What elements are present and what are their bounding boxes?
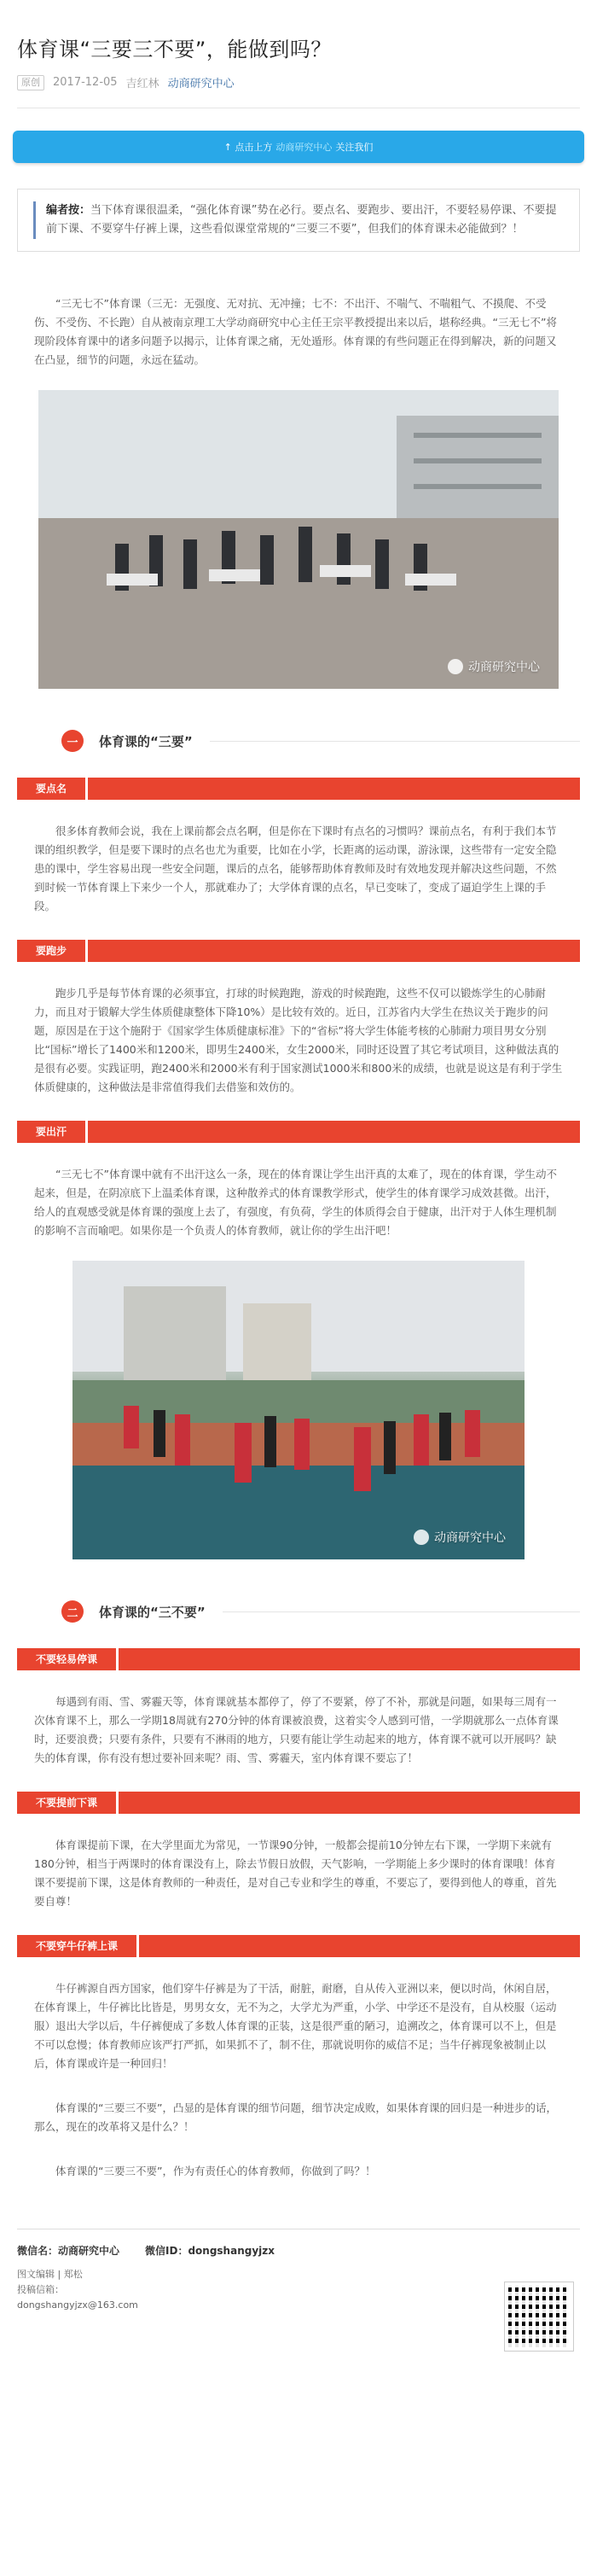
subheading-roll-call (17, 778, 580, 800)
closing-paragraph-1: 体育课的“三要三不要”，凸显的是体育课的细节问题，细节决定成败，如果体育课的回归是一种进步的话，那么，现在的改革将又是什么？！ (34, 2101, 557, 2133)
paragraph-running: 跑步几乎是每节体育课的必须事宜，打球的时候跑跑，游戏的时候跑跑，这些不仅可以锻炼学生的心肺耐力，而且对于锻解大学生体质健康整体下降10%）是比较有效的。近日，江苏省内大学生在热议关于跑步的问题，原因是在于这个施附于《国家学生体质健康标准》下的“省标”将大学生体能考核的心肺耐力项目男女分别比“国标”增长了1400米和1200米，即男生2400米，女生2000米，同时还设置了其它考试项目，这种做法真的是很有必要。实践证明，跑2400米和2000米有利于国家测试1000米和800米的成绩，也就是说这是有利于学生体质健康的，这种做法是非常值得我们去借鉴和效仿的。 (34, 987, 563, 1093)
photo-students-crawling (38, 390, 559, 689)
editor-note-bar (33, 201, 36, 239)
subheading-running (17, 940, 580, 962)
editor-note-label: 编者按： (46, 204, 91, 217)
section-2-rule (223, 1611, 580, 1612)
editor-note (17, 189, 580, 252)
subheading-no-jeans-label: 不要穿牛仔裤上课 (17, 1935, 139, 1957)
closing-paragraph-2: 体育课的“三要三不要”，作为有责任心的体育教师，你做到了吗？！ (55, 2165, 376, 2177)
subheading-no-cancel-label: 不要轻易停课 (17, 1648, 119, 1670)
subheading-no-early-dismissal (17, 1792, 580, 1814)
photo-scene-1 (38, 390, 559, 689)
paragraph-no-jeans: 牛仔裤源自西方国家，他们穿牛仔裤是为了干活，耐脏，耐磨，自从传入亚洲以来，便以时尚，休闲自居，在体育课上，牛仔裤比比皆是，男男女女，无不为之，大学尤为严重，小学、中学还不是没有，自从校服（运动服）退出大学以后，牛仔裤便成了多数人体育课的正装，这是很严重的陋习，追溯改之，体育课可以不上，但是不可以怠慢；体育教师应该严打严抓，如果抓不了，制不住，那就说明你的威信不足；当牛仔裤现象被制止以后，体育课或许是一种回归！ (34, 1982, 557, 2070)
footer-email[interactable]: dongshangyjzx@163.com (17, 2299, 138, 2311)
subheading-sweat (17, 1121, 580, 1143)
subheading-roll-call-label: 要点名 (17, 778, 88, 800)
footer-wechat-name: 微信名：动商研究中心 (17, 2245, 120, 2257)
follow-banner[interactable] (13, 131, 584, 163)
footer-email-label: 投稿信箱： (17, 2284, 64, 2295)
subheading-no-cancel (17, 1648, 580, 1670)
follow-account: 动商研究中心 (275, 142, 333, 153)
section-2-header (17, 1599, 580, 1624)
paragraph-sweat: “三无七不”体育课中就有不出汗这么一条，现在的体育课让学生出汗真的太难了，现在的体育课，学生动不起来，但是，在阴凉底下上温柔体育课，这种散养式的体育课教学形式，使学生的体育课学习成效甚微。出汗，给人的直观感受就是体育课的强度上去了，有强度，有负荷，学生的体质得会自于健康，出汗对于人体生理机制的影响不言而喻吧。如果你是一个负责人的体育教师，就让你的学生出汗吧！ (34, 1168, 557, 1237)
footer-wechat-id: 微信ID：dongshangyjzx (145, 2245, 275, 2257)
photo1-watermark (448, 658, 540, 675)
footer-account-line (17, 2243, 580, 2258)
photo-scene-2 (72, 1261, 525, 1559)
section-1-header (17, 728, 580, 754)
section-1-number: 一 (61, 730, 84, 752)
paragraph-roll-call: 很多体育教师会说，我在上课前都会点名啊，但是你在下课时有点名的习惯吗？课前点名，有利于我们本节课的组织教学，但是要下课时的点名也尤为重要，比如在小学，长距离的运动课，游泳课，这些带有一定安全隐患的课中，学生容易出现一些安全问题，课后的点名，能够帮助体育教师及时有效地发现并解决这些问题，不然到时候一节体育课上下来少一个人，那就难办了；大学体育课的点名，早已变味了，变成了逼迫学生上课的手段。 (34, 825, 557, 912)
subheading-no-early-dismissal-label: 不要提前下课 (17, 1792, 119, 1814)
article-meta (0, 71, 597, 90)
publish-date: 2017-12-05 (53, 76, 118, 89)
subheading-sweat-label: 要出汗 (17, 1121, 88, 1143)
intro-paragraph: “三无七不”体育课（三无：无强度、无对抗、无冲撞；七不：不出汗、不喘气、不喘粗气、不摸爬、不受伤、不受伤、不长跑）自从被南京理工大学动商研究中心主任王宗平教授提出来以后，堪称经典。“三无七不”将现阶段体育课中的诸多问题予以揭示，让体育课之痛，无处遁形。体育课的有些问题正在得到解决，新的问题又在凸显，细节的问题，永远在猛动。 (34, 297, 557, 366)
article-footer (17, 2229, 580, 2357)
section-2-number: 二 (61, 1600, 84, 1623)
paragraph-no-early-dismissal: 体育课提前下课，在大学里面尤为常见，一节课90分钟，一般都会提前10分钟左右下课，一学期下来就有180分钟，相当于两课时的体育课没有上，除去节假日放假，天气影响，一学期能上多少课时的体育课哦！体育课不要提前下课，这是体育教师的一种责任，是对自己专业和学生的尊重，不要忘了，要得到他人的尊重，首先要自尊！ (34, 1839, 557, 1908)
editor-note-body (46, 201, 564, 239)
photo-students-running (72, 1261, 525, 1559)
editor-note-text: 当下体育课很温柔，“强化体育课”势在必行。要点名、要跑步、要出汗，不要轻易停课、不要提前下课、不要穿牛仔裤上课，这些看似课堂常规的“三要三不要”，但我们的体育课未必能做到？！ (46, 204, 557, 236)
wechat-icon (414, 1530, 429, 1545)
footer-editor: 图文编辑 | 郑松 (17, 2269, 83, 2280)
photo1-watermark-text: 动商研究中心 (468, 661, 540, 674)
photo2-watermark (414, 1529, 506, 1546)
follow-prefix: ↑ 点击上方 (223, 142, 273, 153)
subheading-running-label: 要跑步 (17, 940, 88, 962)
original-badge: 原创 (17, 75, 44, 90)
section-1-rule (210, 741, 580, 742)
author-name: 吉红林 (125, 78, 159, 90)
wechat-icon (448, 659, 463, 674)
account-link[interactable]: 动商研究中心 (167, 78, 235, 90)
qr-code-icon (505, 2282, 573, 2351)
article-title: 体育课“三要三不要”，能做到吗？ (17, 38, 332, 61)
section-1-title: 体育课的“三要” (99, 733, 193, 749)
follow-suffix: 关注我们 (335, 142, 374, 153)
section-2-title: 体育课的“三不要” (99, 1604, 206, 1620)
paragraph-no-cancel: 每遇到有雨、雪、雾霾天等，体育课就基本都停了，停了不要紧，停了不补，那就是问题，如果每三周有一次体育课不上，那么一学期18周就有270分钟的体育课被浪费，这着实令人感到可惜，一学期就那么一点体育课时，还要浪费；只要有条件，只要有不淋雨的地方，只要有能让学生动起来的地方，体育课不就可以开展吗？缺失的体育课，你有没有想过要补回来呢？雨、雪、雾霾天，室内体育课不要忘了！ (34, 1695, 559, 1764)
subheading-no-jeans (17, 1935, 580, 1957)
photo2-watermark-text: 动商研究中心 (434, 1531, 506, 1545)
